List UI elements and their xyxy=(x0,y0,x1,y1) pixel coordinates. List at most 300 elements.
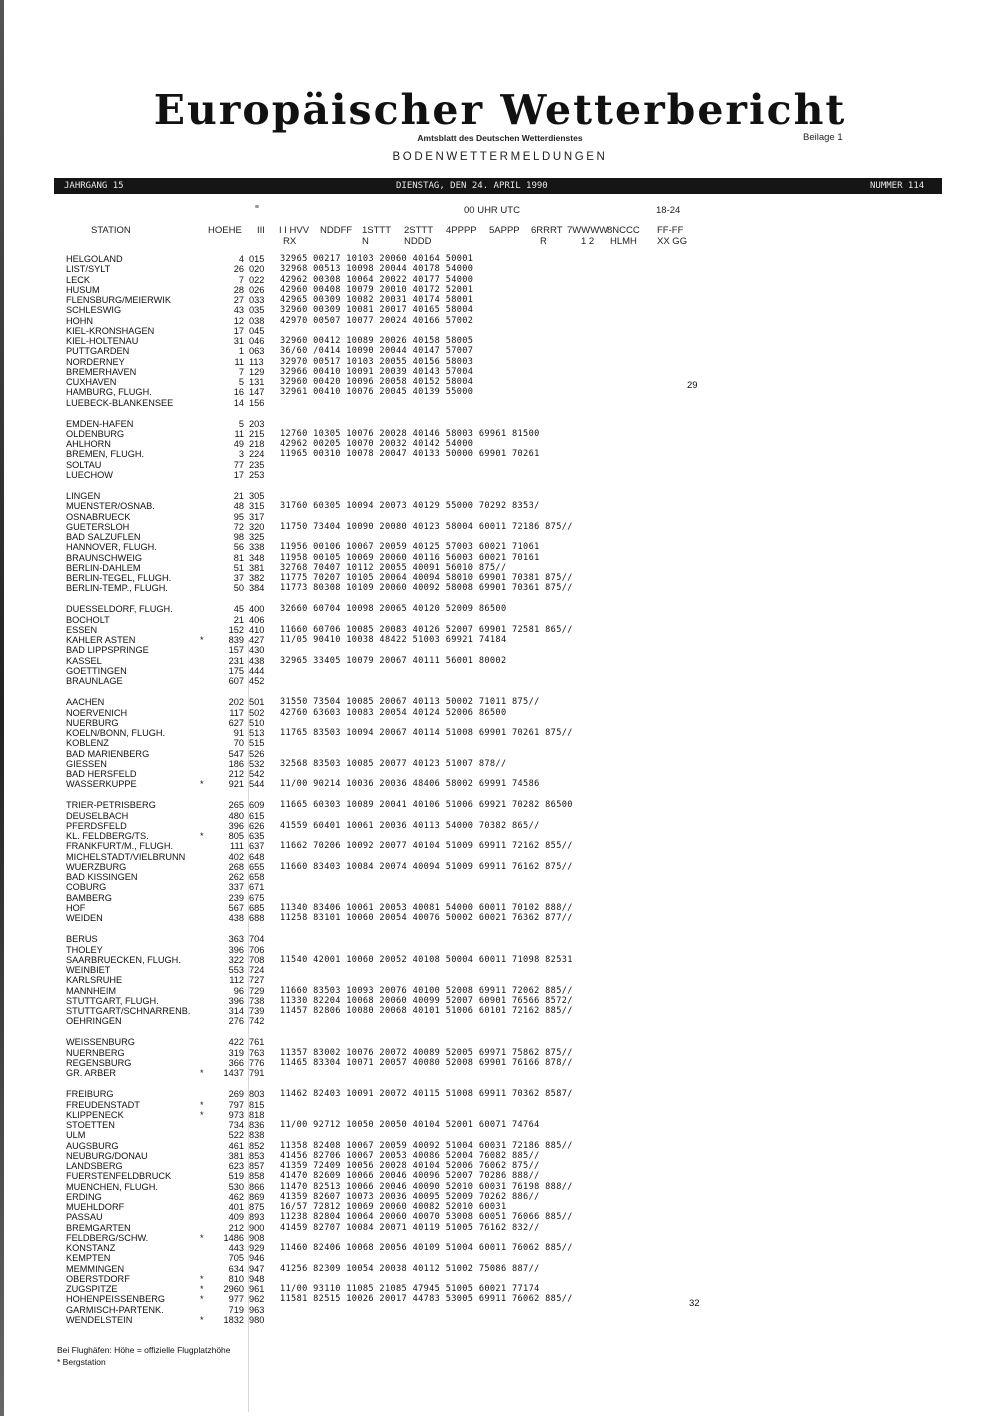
table-row xyxy=(66,1233,886,1243)
station-id: 738 xyxy=(249,995,265,1006)
table-row xyxy=(66,542,886,552)
station-name: KLIPPENECK xyxy=(66,1109,124,1120)
station-name: LECK xyxy=(66,274,91,285)
station-id: 729 xyxy=(249,985,265,996)
station-altitude: 77 xyxy=(233,459,244,470)
station-id: 129 xyxy=(249,366,265,377)
observation-code: 11357 83002 10076 20072 40089 52005 69971 75862 875// xyxy=(280,1047,573,1058)
station-altitude: 1486 xyxy=(223,1232,244,1243)
observation-code: 12760 10305 10076 20028 40146 58003 69961 81500 xyxy=(280,428,540,439)
station-altitude: 98 xyxy=(233,532,244,543)
station-name: MUENCHEN, FLUGH. xyxy=(66,1181,158,1192)
mountain-station-marker: * xyxy=(200,1109,204,1120)
table-row xyxy=(66,419,886,429)
observation-code: 31760 60305 10094 20073 40129 55000 70292 8353/ xyxy=(280,501,540,512)
observation-code: 11750 73404 10090 20080 40123 58004 60011 72186 875// xyxy=(280,521,573,532)
station-id: 406 xyxy=(249,614,265,625)
station-altitude: 21 xyxy=(233,614,244,625)
station-altitude: 157 xyxy=(228,645,244,656)
station-altitude: 152 xyxy=(228,624,244,635)
station-name: ESSEN xyxy=(66,624,98,635)
observation-code: 11/00 90214 10036 20036 48406 58002 69991 74586 xyxy=(280,779,540,790)
issue-number: NUMMER 114 xyxy=(870,181,925,191)
observation-code: 11457 82806 10080 20068 40101 51006 60101 72162 885// xyxy=(280,1006,573,1017)
station-id: 724 xyxy=(249,965,265,976)
station-altitude: 839 xyxy=(228,635,244,646)
station-id: 637 xyxy=(249,841,265,852)
station-altitude: 269 xyxy=(228,1089,244,1100)
scan-speck xyxy=(255,205,259,208)
station-altitude: 28 xyxy=(233,284,244,295)
station-name: HANNOVER, FLUGH. xyxy=(66,542,157,553)
observation-code: 11/00 93110 11085 21085 47945 51005 60021 77174 xyxy=(280,1284,540,1295)
observation-code: 42962 00205 10070 20032 40142 54000 xyxy=(280,439,474,450)
station-name: DUESSELDORF, FLUGH. xyxy=(66,604,173,615)
station-name: MICHELSTADT/VIELBRUNN xyxy=(66,851,186,862)
station-id: 384 xyxy=(249,583,265,594)
station-name: FRANKFURT/M., FLUGH. xyxy=(66,841,174,852)
table-row xyxy=(66,1161,886,1171)
table-row xyxy=(66,1223,886,1233)
station-id: 980 xyxy=(249,1314,265,1325)
table-row xyxy=(66,1294,886,1304)
station-name: FREIBURG xyxy=(66,1089,114,1100)
station-name: WASSERKUPPE xyxy=(66,779,137,790)
station-name: KIEL-KRONSHAGEN xyxy=(66,325,155,336)
station-group xyxy=(66,604,886,686)
table-row xyxy=(66,1315,886,1325)
observation-code: 11665 60303 10089 20041 40106 51006 69921 70282 86500 xyxy=(280,800,573,811)
station-id: 685 xyxy=(249,902,265,913)
col-station: STATION xyxy=(91,225,131,236)
table-row xyxy=(66,387,886,397)
station-id: 962 xyxy=(249,1294,265,1305)
table-row xyxy=(66,285,886,295)
station-name: BAD LIPPSPRINGE xyxy=(66,645,149,656)
station-name: KOBLENZ xyxy=(66,738,109,749)
table-row xyxy=(66,1305,886,1315)
station-altitude: 11 xyxy=(234,356,244,367)
station-name: ULM xyxy=(66,1130,86,1141)
observation-code: 41459 82707 10084 20071 40119 51005 76162 832// xyxy=(280,1222,540,1233)
table-row xyxy=(66,346,886,356)
station-altitude: 363 xyxy=(228,934,244,945)
station-altitude: 3 xyxy=(238,449,244,460)
observation-code: 32660 60704 10098 20065 40120 52009 86500 xyxy=(280,604,507,615)
station-altitude: 7 xyxy=(238,274,244,285)
col-2sttt: 2STTT xyxy=(404,225,434,236)
station-name: BERLIN-TEGEL, FLUGH. xyxy=(66,573,172,584)
station-id: 510 xyxy=(249,717,265,728)
station-altitude: 111 xyxy=(230,841,244,852)
observation-code: 11330 82204 10068 20060 40099 52007 60901 76566 8572/ xyxy=(280,995,573,1006)
table-row xyxy=(66,1141,886,1151)
table-row xyxy=(66,522,886,532)
station-id: 532 xyxy=(249,758,265,769)
station-id: 961 xyxy=(249,1284,265,1295)
station-altitude: 72 xyxy=(233,521,244,532)
station-altitude: 530 xyxy=(228,1181,244,1192)
station-name: DEUSELBACH xyxy=(66,810,129,821)
table-row xyxy=(66,367,886,377)
scan-edge xyxy=(0,0,4,1416)
station-group xyxy=(66,800,886,923)
station-altitude: 91 xyxy=(233,728,244,739)
station-id: 218 xyxy=(249,439,265,450)
station-name: WENDELSTEIN xyxy=(66,1314,133,1325)
table-row xyxy=(66,996,886,1006)
station-name: BOCHOLT xyxy=(66,614,110,625)
station-name: BREMEN, FLUGH. xyxy=(66,449,145,460)
table-row xyxy=(66,903,886,913)
station-altitude: 422 xyxy=(228,1037,244,1048)
station-id: 963 xyxy=(249,1304,265,1315)
station-name: HOF xyxy=(66,902,86,913)
station-id: 671 xyxy=(249,882,265,893)
observation-code: 11238 82804 10064 20060 40070 53008 60051 76066 885// xyxy=(280,1212,573,1223)
station-name: FREUDENSTADT xyxy=(66,1099,140,1110)
station-altitude: 268 xyxy=(228,861,244,872)
station-altitude: 81 xyxy=(233,552,244,563)
table-row xyxy=(66,1016,886,1026)
station-group xyxy=(66,491,886,594)
table-row xyxy=(66,357,886,367)
station-altitude: 547 xyxy=(228,748,244,759)
table-row xyxy=(66,1202,886,1212)
table-row xyxy=(66,738,886,748)
station-name: ZUGSPITZE xyxy=(66,1284,118,1295)
col-rx: RX xyxy=(283,236,297,247)
station-altitude: 567 xyxy=(228,902,244,913)
table-row xyxy=(66,295,886,305)
station-id: 063 xyxy=(249,346,265,357)
station-altitude: 43 xyxy=(233,305,244,316)
station-name: MEMMINGEN xyxy=(66,1263,125,1274)
station-altitude: 337 xyxy=(228,882,244,893)
observation-code: 11660 60706 10085 20083 40126 52007 69901 72581 865// xyxy=(280,624,573,635)
station-name: FLENSBURG/MEIERWIK xyxy=(66,295,171,305)
station-altitude: 37 xyxy=(233,573,244,584)
station-name: BERLIN-DAHLEM xyxy=(66,562,141,573)
station-altitude: 396 xyxy=(228,995,244,1006)
station-id: 253 xyxy=(249,469,265,480)
station-id: 675 xyxy=(249,892,265,903)
station-altitude: 522 xyxy=(228,1130,244,1141)
col-ffff: FF-FF xyxy=(657,225,684,236)
col-7wwww: 7WWWW xyxy=(567,225,609,236)
table-row xyxy=(66,1212,886,1222)
station-name: PFERDSFELD xyxy=(66,820,127,831)
station-name: STOETTEN xyxy=(66,1120,115,1131)
table-row xyxy=(66,512,886,522)
station-altitude: 553 xyxy=(228,965,244,976)
station-altitude: 366 xyxy=(228,1057,244,1068)
station-id: 033 xyxy=(249,295,265,305)
station-id: 727 xyxy=(249,975,265,986)
station-altitude: 480 xyxy=(228,810,244,821)
station-id: 113 xyxy=(249,356,264,367)
station-id: 026 xyxy=(249,284,265,295)
table-row xyxy=(66,1100,886,1110)
observation-code: 42970 00507 10077 20024 40166 57002 xyxy=(280,315,474,326)
station-group xyxy=(66,419,886,481)
table-row xyxy=(66,800,886,810)
observation-code: 11340 83406 10061 20053 40081 54000 60011 70102 888// xyxy=(280,902,573,913)
station-id: 739 xyxy=(249,1006,265,1017)
table-row xyxy=(66,1089,886,1099)
station-id: 791 xyxy=(249,1068,265,1079)
station-name: NORDERNEY xyxy=(66,356,125,367)
station-name: NEUBURG/DONAU xyxy=(66,1150,148,1161)
col-5appp: 5APPP xyxy=(489,225,520,236)
station-id: 215 xyxy=(249,428,265,439)
observation-code: 41470 82609 10066 20046 40096 52007 70286 888// xyxy=(280,1171,540,1182)
station-id: 325 xyxy=(249,532,265,543)
table-row xyxy=(66,1058,886,1068)
table-row xyxy=(66,779,886,789)
station-altitude: 314 xyxy=(228,1006,244,1017)
station-id: 410 xyxy=(249,624,265,635)
station-group xyxy=(66,1037,886,1078)
table-row xyxy=(66,759,886,769)
station-id: 022 xyxy=(249,274,265,285)
station-id: 893 xyxy=(249,1212,265,1223)
station-altitude: 461 xyxy=(228,1140,244,1151)
table-row xyxy=(66,882,886,892)
mountain-station-marker: * xyxy=(200,1273,204,1284)
station-id: 020 xyxy=(249,264,265,275)
station-altitude: 14 xyxy=(233,397,244,408)
station-name: GUETERSLOH xyxy=(66,521,130,532)
station-name: LIST/SYLT xyxy=(66,264,111,275)
observation-code: 11/05 90410 10038 48422 51003 69921 74184 xyxy=(280,635,507,646)
station-id: 708 xyxy=(249,954,265,965)
station-name: THOLEY xyxy=(66,944,103,955)
observation-code: 32970 00517 10103 20055 40156 58003 xyxy=(280,356,474,367)
observation-code: 32965 00217 10103 20060 40164 50001 xyxy=(280,254,474,264)
station-altitude: 239 xyxy=(228,892,244,903)
station-altitude: 443 xyxy=(228,1243,244,1254)
table-row xyxy=(66,676,886,686)
table-row xyxy=(66,718,886,728)
station-id: 838 xyxy=(249,1130,265,1141)
station-id: 015 xyxy=(249,254,265,264)
station-name: BRAUNLAGE xyxy=(66,676,123,687)
station-id: 815 xyxy=(249,1099,265,1110)
station-name: BREMGARTEN xyxy=(66,1222,131,1233)
col-12: 1 2 xyxy=(581,236,595,247)
col-hvv: I I HVV xyxy=(279,225,310,236)
station-id: 852 xyxy=(249,1140,265,1151)
observation-code: 11965 00310 10078 20047 40133 50000 69901 70261 xyxy=(280,449,540,460)
station-altitude: 734 xyxy=(228,1120,244,1131)
station-altitude: 810 xyxy=(228,1273,244,1284)
station-id: 526 xyxy=(249,748,265,759)
station-name: KIEL-HOLTENAU xyxy=(66,336,139,346)
table-row xyxy=(66,1182,886,1192)
table-row xyxy=(66,1037,886,1047)
station-id: 045 xyxy=(249,325,265,336)
station-name: GARMISCH-PARTENK. xyxy=(66,1304,164,1315)
table-row xyxy=(66,1284,886,1294)
station-id: 348 xyxy=(249,552,265,563)
station-id: 929 xyxy=(249,1243,265,1254)
station-name: PASSAU xyxy=(66,1212,103,1223)
table-row xyxy=(66,635,886,645)
station-name: WEIDEN xyxy=(66,913,103,924)
station-altitude: 322 xyxy=(228,954,244,965)
station-name: BRAUNSCHWEIG xyxy=(66,552,143,563)
observation-code: 31550 73504 10085 20067 40113 50002 71011 875// xyxy=(280,697,540,708)
table-row xyxy=(66,852,886,862)
station-name: MUENSTER/OSNAB. xyxy=(66,501,155,512)
station-altitude: 175 xyxy=(228,665,244,676)
station-name: BREMERHAVEN xyxy=(66,366,137,377)
station-name: HAMBURG, FLUGH. xyxy=(66,387,152,398)
station-id: 869 xyxy=(249,1191,265,1202)
table-row xyxy=(66,254,886,264)
station-id: 317 xyxy=(249,511,265,522)
station-altitude: 265 xyxy=(228,800,244,811)
station-altitude: 95 xyxy=(233,511,244,522)
table-row xyxy=(66,1006,886,1016)
station-altitude: 31 xyxy=(233,336,244,346)
station-id: 900 xyxy=(249,1222,265,1233)
issue-date: DIENSTAG, DEN 24. APRIL 1990 xyxy=(396,181,548,191)
margin-number-32: 32 xyxy=(689,1298,700,1309)
station-name: GIESSEN xyxy=(66,758,107,769)
station-id: 235 xyxy=(249,459,265,470)
station-name: MUEHLDORF xyxy=(66,1202,125,1213)
station-group xyxy=(66,934,886,1026)
mountain-station-marker: * xyxy=(200,779,204,790)
station-altitude: 705 xyxy=(228,1253,244,1264)
station-name: KARLSRUHE xyxy=(66,975,123,986)
observation-code: 32965 33405 10079 20067 40111 56001 80002 xyxy=(280,655,507,666)
table-row xyxy=(66,1192,886,1202)
station-name: WEINBIET xyxy=(66,965,111,976)
observation-code: 11773 80308 10109 20060 40092 58008 69901 70361 875// xyxy=(280,583,573,594)
station-name: CUXHAVEN xyxy=(66,377,117,387)
mountain-station-marker: * xyxy=(200,1068,204,1079)
station-id: 763 xyxy=(249,1047,265,1058)
station-name: COBURG xyxy=(66,882,107,893)
col-hoehe: HOEHE xyxy=(208,225,242,236)
station-altitude: 977 xyxy=(228,1294,244,1305)
margin-number-29: 29 xyxy=(687,380,698,391)
station-altitude: 1437 xyxy=(223,1068,244,1079)
mountain-station-marker: * xyxy=(200,1232,204,1243)
mountain-station-marker: * xyxy=(200,831,204,842)
station-name: HOHENPEISSENBERG xyxy=(66,1294,166,1305)
station-name: OLDENBURG xyxy=(66,428,125,439)
station-altitude: 212 xyxy=(228,769,244,780)
station-altitude: 627 xyxy=(228,717,244,728)
table-row xyxy=(66,563,886,573)
station-id: 704 xyxy=(249,934,265,945)
station-name: SAARBRUECKEN, FLUGH. xyxy=(66,954,181,965)
station-id: 381 xyxy=(249,562,265,573)
station-altitude: 401 xyxy=(228,1202,244,1213)
station-id: 147 xyxy=(249,387,265,398)
station-name: FELDBERG/SCHW. xyxy=(66,1232,149,1243)
station-id: 156 xyxy=(249,397,265,408)
station-id: 875 xyxy=(249,1202,265,1213)
observation-code: 16/57 72812 10069 20060 40082 52010 60031 xyxy=(280,1202,507,1213)
issue-bar xyxy=(54,178,942,194)
station-id: 866 xyxy=(249,1181,265,1192)
station-altitude: 231 xyxy=(228,655,244,666)
table-row xyxy=(66,501,886,511)
table-row xyxy=(66,986,886,996)
station-altitude: 396 xyxy=(228,944,244,955)
time-header-right: 18-24 xyxy=(656,205,681,216)
table-row xyxy=(66,749,886,759)
observation-code: 32966 00410 10091 20039 40143 57004 xyxy=(280,366,474,377)
station-altitude: 409 xyxy=(228,1212,244,1223)
footnote-mountain: * Bergstation xyxy=(57,1357,106,1367)
table-row xyxy=(66,398,886,408)
col-xxgg: XX GG xyxy=(657,236,688,247)
station-altitude: 12 xyxy=(233,315,244,326)
station-id: 203 xyxy=(249,418,265,429)
observation-code: 42962 00308 10064 20022 40177 54000 xyxy=(280,274,474,285)
observation-code: 32968 00513 10098 20044 40178 54000 xyxy=(280,264,474,275)
station-name: LINGEN xyxy=(66,491,101,502)
observation-code: 11956 00106 10067 20059 40125 57003 60021 71061 xyxy=(280,542,540,553)
mountain-station-marker: * xyxy=(200,1099,204,1110)
supplement-label: Beilage 1 xyxy=(803,132,843,143)
table-row xyxy=(66,1151,886,1161)
observation-code: 42965 00309 10082 20031 40174 58001 xyxy=(280,295,474,305)
station-name: LUEBECK-BLANKENSEE xyxy=(66,397,174,408)
station-altitude: 96 xyxy=(233,985,244,996)
station-altitude: 921 xyxy=(228,779,244,790)
table-row xyxy=(66,1171,886,1181)
table-row xyxy=(66,728,886,738)
station-altitude: 212 xyxy=(228,1222,244,1233)
table-row xyxy=(66,264,886,274)
table-row xyxy=(66,1048,886,1058)
station-altitude: 438 xyxy=(228,913,244,924)
table-row xyxy=(66,945,886,955)
station-altitude: 1832 xyxy=(223,1314,244,1325)
station-name: NUERNBERG xyxy=(66,1047,125,1058)
table-row xyxy=(66,604,886,614)
table-row xyxy=(66,656,886,666)
station-id: 400 xyxy=(249,604,265,615)
table-row xyxy=(66,625,886,635)
col-nddd: NDDD xyxy=(404,236,432,247)
station-id: 615 xyxy=(249,810,265,821)
station-altitude: 5 xyxy=(238,418,244,429)
observation-code: 11358 82408 10067 20059 40092 51004 60031 72186 885// xyxy=(280,1140,573,1151)
station-name: OSNABRUECK xyxy=(66,511,131,522)
station-name: PUTTGARDEN xyxy=(66,346,130,357)
station-altitude: 7 xyxy=(238,366,244,377)
col-hlmh: HLMH xyxy=(610,236,637,247)
station-name: GR. ARBER xyxy=(66,1068,117,1079)
observation-code: 42960 00408 10079 20010 40172 52001 xyxy=(280,284,474,295)
station-id: 818 xyxy=(249,1109,265,1120)
station-altitude: 112 xyxy=(229,975,244,986)
table-row xyxy=(66,532,886,542)
col-r: R xyxy=(540,236,547,247)
station-altitude: 117 xyxy=(229,707,244,718)
station-altitude: 805 xyxy=(228,831,244,842)
col-n: N xyxy=(362,236,369,247)
station-id: 444 xyxy=(249,665,265,676)
